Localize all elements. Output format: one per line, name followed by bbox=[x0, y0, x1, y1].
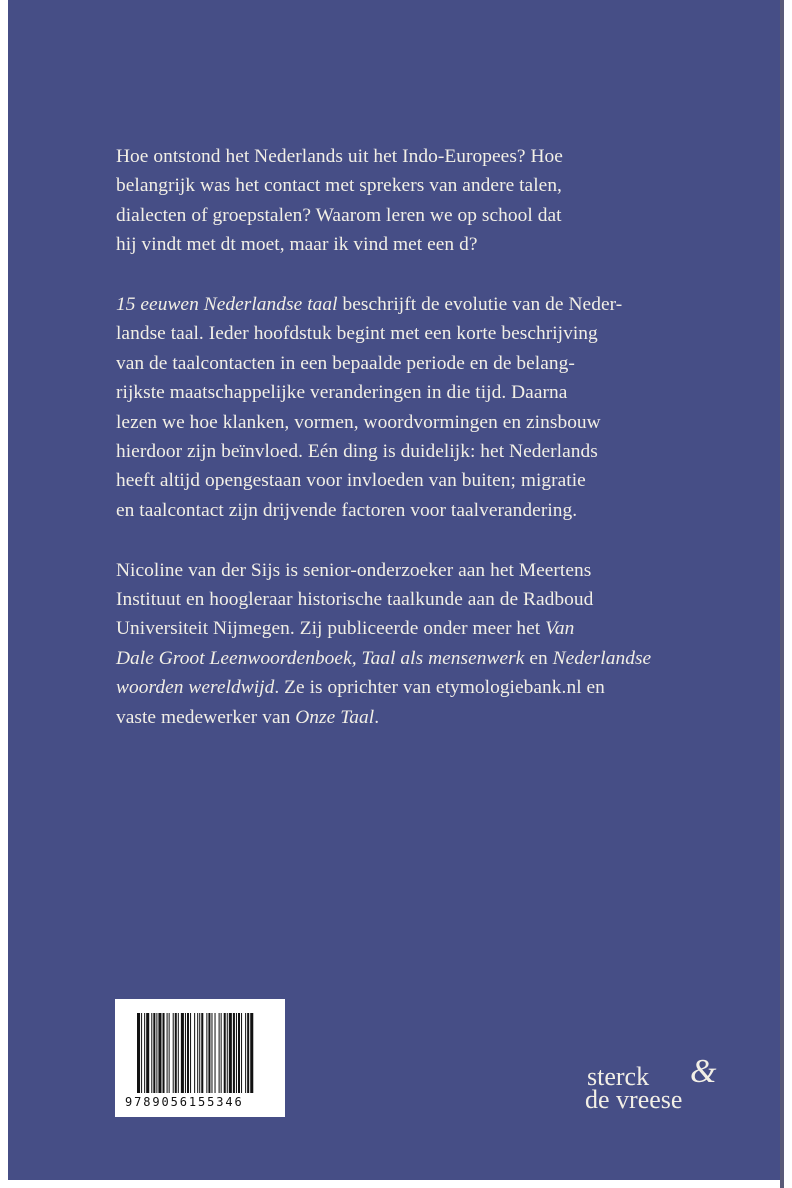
blurb-text bbox=[116, 142, 664, 762]
barcode-bar bbox=[219, 1013, 220, 1093]
barcode-bar bbox=[224, 1013, 226, 1093]
barcode-bar bbox=[238, 1013, 240, 1093]
barcode-bar bbox=[194, 1013, 195, 1093]
paragraph-2 bbox=[116, 290, 664, 525]
text-line bbox=[116, 437, 664, 466]
text-segment: lezen we hoe klanken, vormen, woordvormingen en zinsbouw bbox=[116, 411, 601, 433]
italic-text: 15 eeuwen Nederlandse taal bbox=[116, 294, 338, 316]
barcode-bar bbox=[173, 1013, 174, 1093]
barcode-bar bbox=[211, 1013, 212, 1093]
barcode-bar bbox=[181, 1013, 184, 1093]
text-line bbox=[116, 644, 664, 673]
barcode-bar bbox=[233, 1013, 235, 1093]
barcode-bar bbox=[250, 1013, 253, 1093]
text-segment: vaste medewerker van bbox=[116, 706, 296, 728]
barcode-bar bbox=[227, 1013, 228, 1093]
text-line bbox=[116, 703, 664, 732]
barcode-bar bbox=[137, 1013, 140, 1093]
text-segment: hierdoor zijn beïnvloed. Eén ding is duidelijk: het Nederlands bbox=[116, 441, 598, 463]
text-line bbox=[116, 349, 664, 378]
barcode-bar bbox=[169, 1013, 170, 1093]
text-line bbox=[116, 201, 664, 230]
text-segment: en taalcontact zijn drijvende factoren voor taalverandering. bbox=[116, 499, 578, 521]
text-line bbox=[116, 290, 664, 319]
text-line bbox=[116, 408, 664, 437]
text-line bbox=[116, 378, 664, 407]
text-segment: Nicoline van der Sijs is senior-onderzoeker aan het Meertens bbox=[116, 559, 592, 581]
barcode-bar bbox=[178, 1013, 179, 1093]
text-segment: rijkste maatschappelijke veranderingen in die tijd. Daarna bbox=[116, 382, 568, 404]
text-line bbox=[116, 171, 664, 200]
book-back-cover bbox=[8, 0, 780, 1180]
barcode bbox=[115, 999, 285, 1117]
barcode-bar bbox=[156, 1013, 157, 1093]
barcode-bar bbox=[208, 1013, 210, 1093]
text-segment: dialecten of groepstalen? Waarom leren we op school dat bbox=[116, 204, 562, 226]
barcode-bar bbox=[206, 1013, 207, 1093]
text-segment: heeft altijd opengestaan voor invloeden van buiten; migratie bbox=[116, 470, 586, 492]
paragraph-3 bbox=[116, 556, 664, 732]
barcode-bar bbox=[187, 1013, 189, 1093]
text-segment: belangrijk was het contact met sprekers van andere talen, bbox=[116, 175, 562, 197]
italic-text: Dale Groot Leenwoordenboek, Taal als mensenwerk bbox=[116, 647, 525, 669]
barcode-bar bbox=[236, 1013, 237, 1093]
text-segment: . Ze is oprichter van etymologiebank.nl en bbox=[274, 677, 605, 699]
text-segment: Universiteit Nijmegen. Zij publiceerde onder meer het bbox=[116, 618, 546, 640]
text-segment: . bbox=[374, 706, 380, 728]
barcode-bar bbox=[229, 1013, 232, 1093]
barcode-bar bbox=[144, 1013, 145, 1093]
text-line bbox=[116, 673, 664, 702]
barcode-bar bbox=[185, 1013, 186, 1093]
text-line bbox=[116, 466, 664, 495]
barcode-bar bbox=[247, 1013, 249, 1093]
text-segment: hij vindt met dt moet, maar ik vind met een d? bbox=[116, 234, 478, 256]
text-segment: Instituut en hoogleraar historische taalkunde aan de Radboud bbox=[116, 589, 594, 611]
barcode-bar bbox=[151, 1013, 152, 1093]
barcode-bar bbox=[197, 1013, 198, 1093]
barcode-bar bbox=[153, 1013, 155, 1093]
text-line bbox=[116, 496, 664, 525]
italic-text: Van bbox=[545, 618, 575, 640]
text-segment: beschrijft de evolutie van de Neder- bbox=[337, 294, 623, 316]
italic-text: woorden wereldwijd bbox=[116, 677, 275, 699]
barcode-bar bbox=[199, 1013, 200, 1093]
text-line bbox=[116, 230, 664, 259]
text-line bbox=[116, 142, 664, 171]
barcode-bars bbox=[137, 1013, 263, 1093]
text-line bbox=[116, 319, 664, 348]
barcode-bar bbox=[245, 1013, 246, 1093]
barcode-bar bbox=[241, 1013, 242, 1093]
barcode-bar bbox=[201, 1013, 203, 1093]
barcode-bar bbox=[215, 1013, 216, 1093]
text-segment: landse taal. Ieder hoofdstuk begint met een korte beschrijving bbox=[116, 323, 598, 345]
barcode-bar bbox=[163, 1013, 165, 1093]
text-segment: Hoe ontstond het Nederlands uit het Indo-Europees? Hoe bbox=[116, 146, 563, 167]
publisher-logo-line2: de vreese bbox=[585, 1085, 683, 1114]
publisher-logo-ampersand: & bbox=[690, 1053, 717, 1090]
barcode-bar bbox=[175, 1013, 177, 1093]
publisher-logo-line1: sterck bbox=[587, 1062, 650, 1091]
cover-edge bbox=[780, 0, 784, 1188]
barcode-bar bbox=[190, 1013, 191, 1093]
text-line bbox=[116, 556, 664, 585]
isbn-number: 9789056155346 bbox=[125, 1095, 244, 1109]
text-line bbox=[116, 585, 664, 614]
italic-text: Onze Taal bbox=[295, 706, 375, 728]
paragraph-1 bbox=[116, 142, 664, 260]
text-segment: van de taalcontacten in een bepaalde periode en de belang- bbox=[116, 352, 575, 374]
text-segment: en bbox=[524, 647, 553, 669]
barcode-bar bbox=[146, 1013, 149, 1093]
italic-text: Nederlandse bbox=[552, 647, 652, 669]
barcode-bar bbox=[141, 1013, 142, 1093]
publisher-logo bbox=[585, 1053, 735, 1123]
barcode-bar bbox=[158, 1013, 161, 1093]
barcode-bar bbox=[167, 1013, 168, 1093]
barcode-bar bbox=[221, 1013, 222, 1093]
text-line bbox=[116, 614, 664, 643]
